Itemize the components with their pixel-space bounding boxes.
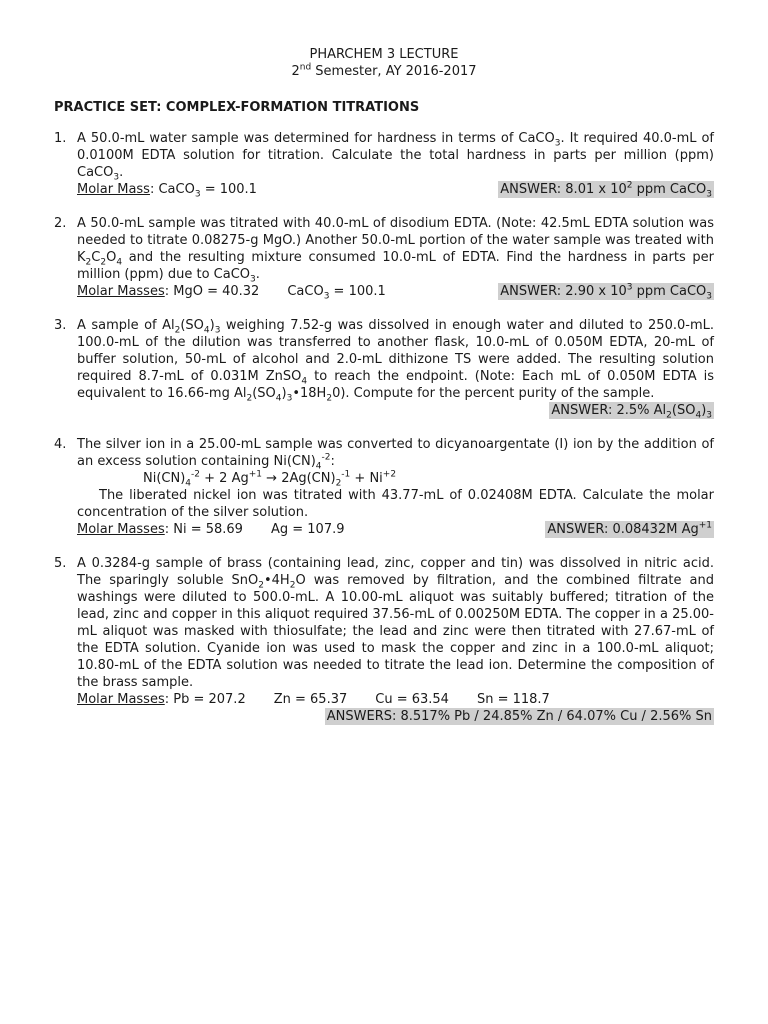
problem-number: 5. (54, 556, 67, 571)
problem-text: A 50.0-mL sample was titrated with 40.0-mL of disodium EDTA. (Note: 42.5mL EDTA solution was needed to titrate 0.08275-g MgO.) Another 50.0-mL portion of the water sample was treated with $K_2C_2O_4$ and the resulting mixture consumed 10.0-mL of EDTA. Find the hardness in parts per million (ppm) due to CaCO$_3$. (77, 216, 714, 285)
answer-box: ANSWER: 2.90 x $10^3$ ppm CaCO$_3$ (500, 282, 712, 302)
molar-masses: Molar Masses: Ni = 58.69 Ag = 107.9 (77, 522, 345, 537)
answer-line (77, 708, 714, 725)
molar-masses: Molar Masses: MgO = 40.32 CaCO$_3$ = 100.1 (77, 284, 386, 302)
practice-set-title: PRACTICE SET: COMPLEX-FORMATION TITRATIONS (54, 100, 420, 115)
problem-text: The silver ion in a 25.00-mL sample was converted to dicyanoargentate (I) ion by the addition of an excess solution containing $Ni(CN)_4^{-2}$: (77, 437, 714, 472)
problem-number: 2. (54, 216, 67, 231)
problem-text: A 0.3284-g sample of brass (containing lead, zinc, copper and tin) was dissolved in nitric acid. The sparingly soluble $SnO_2•4H_2O$ was removed by filtration, and the combined filtrate and washings were diluted to 500.0-mL. A 10.00-mL aliquot was suitably buffered; titration of the lead, zinc and copper in this aliquot required 37.56-mL of 0.00250M EDTA. The copper in a 25.00-mL aliquot was masked with thiosulfate; the lead and zinc were then titrated with 27.67-mL of the EDTA solution. Cyanide ion was used to mask the copper and zinc in a 100.0-mL aliquot; 10.80-mL of the EDTA solution was needed to titrate the lead ion. Determine the composition of the brass sample. (77, 556, 714, 690)
answer-box: ANSWER: 2.5% $Al_2(SO_4)_3$ (551, 403, 712, 421)
answer-line (77, 402, 714, 419)
problem-body (77, 436, 714, 538)
document-page (54, 46, 714, 725)
semester-line (54, 63, 714, 80)
molar-mass-line (77, 283, 714, 300)
problem-2 (54, 215, 714, 300)
problem-body (77, 215, 714, 300)
answer-box: ANSWER: 0.08432M $Ag^{+1}$ (547, 520, 712, 537)
problem-4 (54, 436, 714, 538)
molar-mass-line (77, 521, 714, 538)
problem-number: 4. (54, 437, 67, 452)
problem-body (77, 555, 714, 725)
problem-body (77, 130, 714, 198)
course-title: PHARCHEM 3 LECTURE (309, 47, 459, 62)
answer-box: ANSWER: 8.01 x $10^2$ ppm CaCO$_3$ (500, 180, 712, 200)
molar-masses: Molar Masses: Pb = 207.2 Zn = 65.37 Cu = 63.54 Sn = 118.7 (77, 692, 550, 707)
answer-box: ANSWERS: 8.517% Pb / 24.85% Zn / 64.07% Cu / 2.56% Sn (326, 709, 712, 724)
problem-1 (54, 130, 714, 198)
problem-text: A sample of $Al_2(SO_4)_3$ weighing 7.52-g was dissolved in enough water and diluted to 250.0-mL. 100.0-mL of the dilution was transferred to another flask, 10.0-mL of 0.050M EDTA, 20-mL of buffer solution, 50-mL of alcohol and 2.0-mL dithizone TS were added. The resulting solution required 8.7-mL of 0.031M ZnSO$_4$ to reach the endpoint. (Note: Each mL of 0.050M EDTA is equivalent to 16.66-mg $Al_2(SO_4)_3•18H_20$). Compute for the percent purity of the sample. (77, 318, 714, 404)
problem-text: A 50.0-mL water sample was determined for hardness in terms of CaCO$_3$. It required 40.0-mL of 0.0100M EDTA solution for titration. Calculate the total hardness in parts per million (ppm) CaCO$_3$. (77, 131, 714, 183)
document-header (54, 46, 714, 80)
problem-5 (54, 555, 714, 725)
reaction-equation: $Ni(CN)_4^{-2} + 2$ $Ag^{+1} \to 2Ag(CN)_2^{-1} + Ni^{+2}$ (143, 469, 397, 489)
problem-3 (54, 317, 714, 419)
problem-number: 1. (54, 131, 67, 146)
problem-text-continued: The liberated nickel ion was titrated with 43.77-mL of 0.02408M EDTA. Calculate the molar concentration of the silver solution. (77, 488, 714, 520)
semester-suffix: nd (299, 62, 312, 73)
arrow-icon: → (262, 471, 282, 486)
molar-mass-line (77, 181, 714, 198)
problem-number: 3. (54, 318, 67, 333)
semester-number: 2 (291, 64, 300, 79)
molar-mass: Molar Mass: CaCO$_3$ = 100.1 (77, 182, 257, 200)
semester-text: Semester, AY 2016-2017 (311, 64, 477, 79)
problem-body (77, 317, 714, 419)
